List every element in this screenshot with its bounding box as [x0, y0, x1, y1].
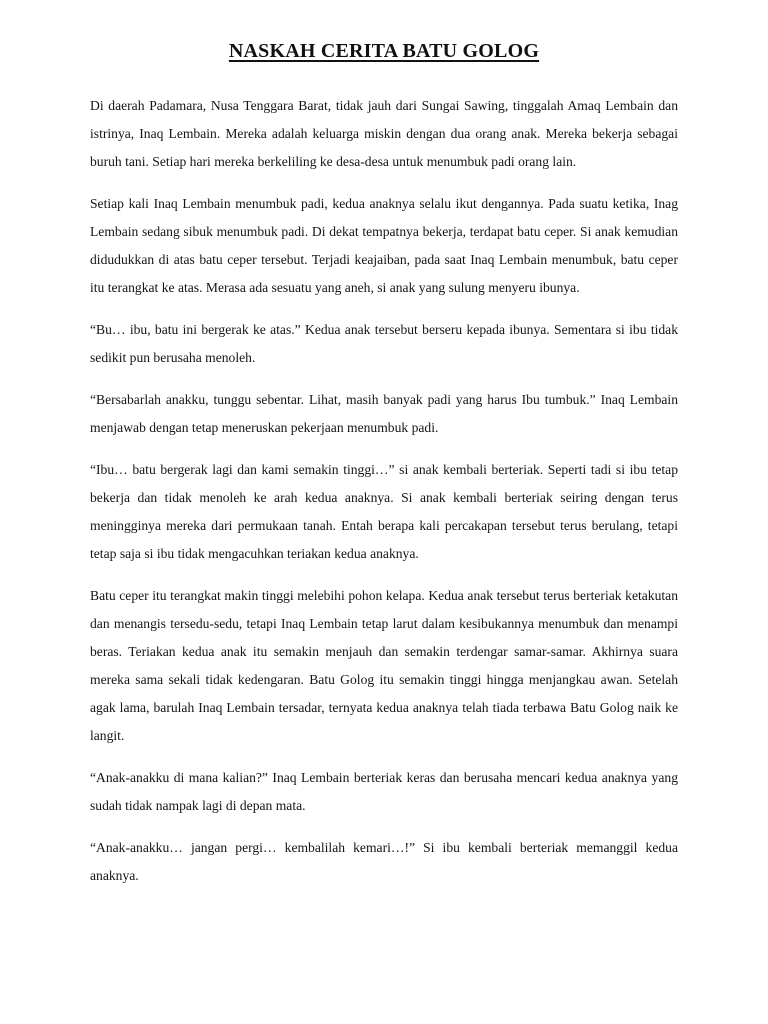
paragraph-6: Batu ceper itu terangkat makin tinggi melebihi pohon kelapa. Kedua anak tersebut terus berteriak ketakutan dan menangis tersedu-sedu, tetapi Inaq Lembain tetap larut dalam kesibukannya menumbuk dan menampi beras. Teriakan kedua anak itu semakin menjauh dan semakin terdengar samar-samar. Akhirnya suara mereka sama sekali tidak kedengaran. Batu Golog itu semakin tinggi hingga menjangkau awan. Setelah agak lama, barulah Inaq Lembain tersadar, ternyata kedua anaknya telah tiada terbawa Batu Golog naik ke langit.: [90, 588, 678, 743]
paragraph-2: Setiap kali Inaq Lembain menumbuk padi, kedua anaknya selalu ikut dengannya. Pada suatu ketika, Inag Lembain sedang sibuk menumbuk padi. Di dekat tempatnya bekerja, terdapat batu ceper. Si anak kemudian didudukkan di atas batu ceper tersebut. Terjadi keajaiban, pada saat Inaq Lembain menumbuk, batu ceper itu terangkat ke atas. Merasa ada sesuatu yang aneh, si anak yang sulung menyeru ibunya.: [90, 196, 678, 295]
paragraph-5: “Ibu… batu bergerak lagi dan kami semakin tinggi…” si anak kembali berteriak. Seperti tadi si ibu tetap bekerja dan tidak menoleh ke arah kedua anaknya. Si anak kembali berteriak seiring dengan terus meningginya mereka dari permukaan tanah. Entah berapa kali percakapan tersebut terus berulang, tetapi tetap saja si ibu tidak mengacuhkan teriakan kedua anaknya.: [90, 462, 678, 561]
paragraph-8: “Anak-anakku… jangan pergi… kembalilah kemari…!” Si ibu kembali berteriak memanggil kedua anaknya.: [90, 840, 678, 883]
document-title: NASKAH CERITA BATU GOLOG: [228, 40, 540, 62]
paragraph-7: “Anak-anakku di mana kalian?” Inaq Lembain berteriak keras dan berusaha mencari kedua anaknya yang sudah tidak nampak lagi di depan mata.: [90, 770, 678, 813]
document-body: [90, 92, 678, 904]
paragraph-4: “Bersabarlah anakku, tunggu sebentar. Lihat, masih banyak padi yang harus Ibu tumbuk.” Inaq Lembain menjawab dengan tetap meneruskan pekerjaan menumbuk padi.: [90, 392, 678, 435]
paragraph-1: Di daerah Padamara, Nusa Tenggara Barat, tidak jauh dari Sungai Sawing, tinggalah Amaq Lembain dan istrinya, Inaq Lembain. Mereka adalah keluarga miskin dengan dua orang anak. Mereka bekerja sebagai buruh tani. Setiap hari mereka berkeliling ke desa-desa untuk menumbuk padi orang lain.: [90, 98, 678, 169]
paragraph-3: “Bu… ibu, batu ini bergerak ke atas.” Kedua anak tersebut berseru kepada ibunya. Sementara si ibu tidak sedikit pun berusaha menoleh.: [90, 322, 678, 365]
